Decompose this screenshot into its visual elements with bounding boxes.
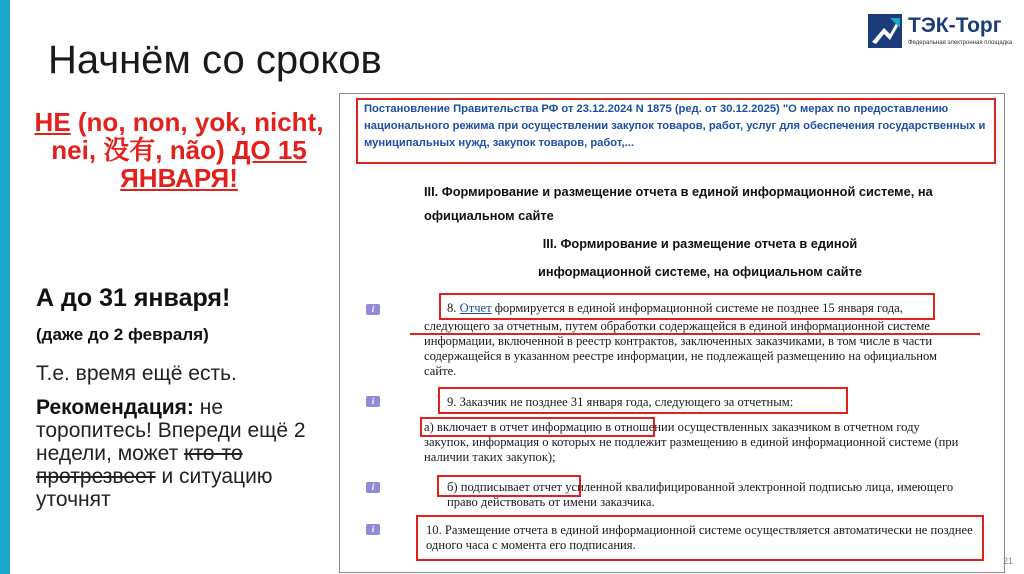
deadline-warning bbox=[34, 108, 324, 192]
p9b-rest-text: усиленной квалифицированной электронной подписью лица, имеющего право действовать от имени заказчика. bbox=[447, 480, 954, 509]
p8-first-line bbox=[447, 301, 967, 316]
jan15-text: ДО 15 ЯНВАРЯ! bbox=[120, 135, 307, 193]
p10-text: 10. Размещение отчета в единой информационной системе осуществляется автоматически не позднее одного часа с момента его подписания. bbox=[426, 523, 973, 552]
p8-year: года, bbox=[873, 301, 903, 315]
slide-title: Начнём со сроков bbox=[48, 38, 382, 82]
accent-bar bbox=[0, 0, 10, 574]
document-header: Постановление Правительства РФ от 23.12.2024 N 1875 (ред. от 30.12.2025) "О мерах по предоставлению национального режима при осуществлении закупок товаров, работ, услуг для обеспечения государственных и муниципальных нужд, закупок товаров, работ,... bbox=[364, 103, 986, 149]
feb2-note: (даже до 2 февраля) bbox=[36, 325, 209, 344]
p8-number: 8. bbox=[447, 301, 460, 315]
not-word: НЕ bbox=[34, 107, 71, 137]
p9a-paragraph bbox=[424, 420, 964, 465]
p9b-paragraph bbox=[447, 480, 957, 510]
p9a-box-text: а) включает в отчет информацию bbox=[424, 420, 603, 434]
section-heading-a: III. Формирование и размещение отчета в единой информационной системе, на официальном сайте bbox=[424, 184, 933, 223]
section-heading-b2: информационной системе, на официальном сайте bbox=[538, 264, 862, 279]
p9a-rest-text: в отношении осуществленных заказчиком в отчетном году закупок, информация о которых не подлежит размещению в единой информационной системе (при наличии таких закупок); bbox=[424, 420, 959, 464]
logo bbox=[868, 12, 1018, 52]
info-icon: i bbox=[366, 396, 380, 407]
report-link[interactable]: Отчет bbox=[459, 301, 492, 315]
jan31-heading: А до 31 января! bbox=[36, 284, 231, 312]
recommendation bbox=[36, 396, 326, 511]
info-icon: i bbox=[366, 482, 380, 493]
p8-text: формируется в единой информационной системе не позднее 15 января bbox=[491, 301, 874, 315]
page-number: 21 bbox=[1003, 556, 1014, 566]
logo-icon bbox=[868, 14, 902, 48]
languages-text: (no, non, yok, nicht, nei, 没有, não) bbox=[51, 107, 324, 165]
info-icon: i bbox=[366, 304, 380, 315]
p8-underline bbox=[410, 333, 980, 335]
logo-subtitle: Федеральная электронная площадка bbox=[908, 40, 1013, 46]
p9-text: 9. Заказчик не позднее 31 января года, следующего за отчетным: bbox=[447, 395, 794, 409]
recommendation-end: и ситуацию уточнят bbox=[36, 465, 273, 511]
info-icon: i bbox=[366, 524, 380, 535]
section-heading-b1: III. Формирование и размещение отчета в единой bbox=[542, 236, 858, 251]
p8-body: следующего за отчетным, путем обработки содержащейся в единой информационной системе информации, включенной в реестр контрактов, заключенных заказчиками, в том числе в части содержащейся в указанном реестре информации, не подлежащей размещению на официальном сайте. bbox=[424, 319, 938, 378]
p9b-box-text: б) подписывает отчет bbox=[447, 480, 563, 494]
logo-name: ТЭК-Торг bbox=[908, 14, 1002, 37]
time-left-text: Т.е. время ещё есть. bbox=[36, 362, 237, 385]
recommendation-text: не торопитесь! Впереди ещё 2 недели, может bbox=[36, 396, 306, 465]
recommendation-label: Рекомендация: bbox=[36, 396, 194, 419]
recommendation-strike: кто-то протрезвеет bbox=[36, 442, 243, 488]
